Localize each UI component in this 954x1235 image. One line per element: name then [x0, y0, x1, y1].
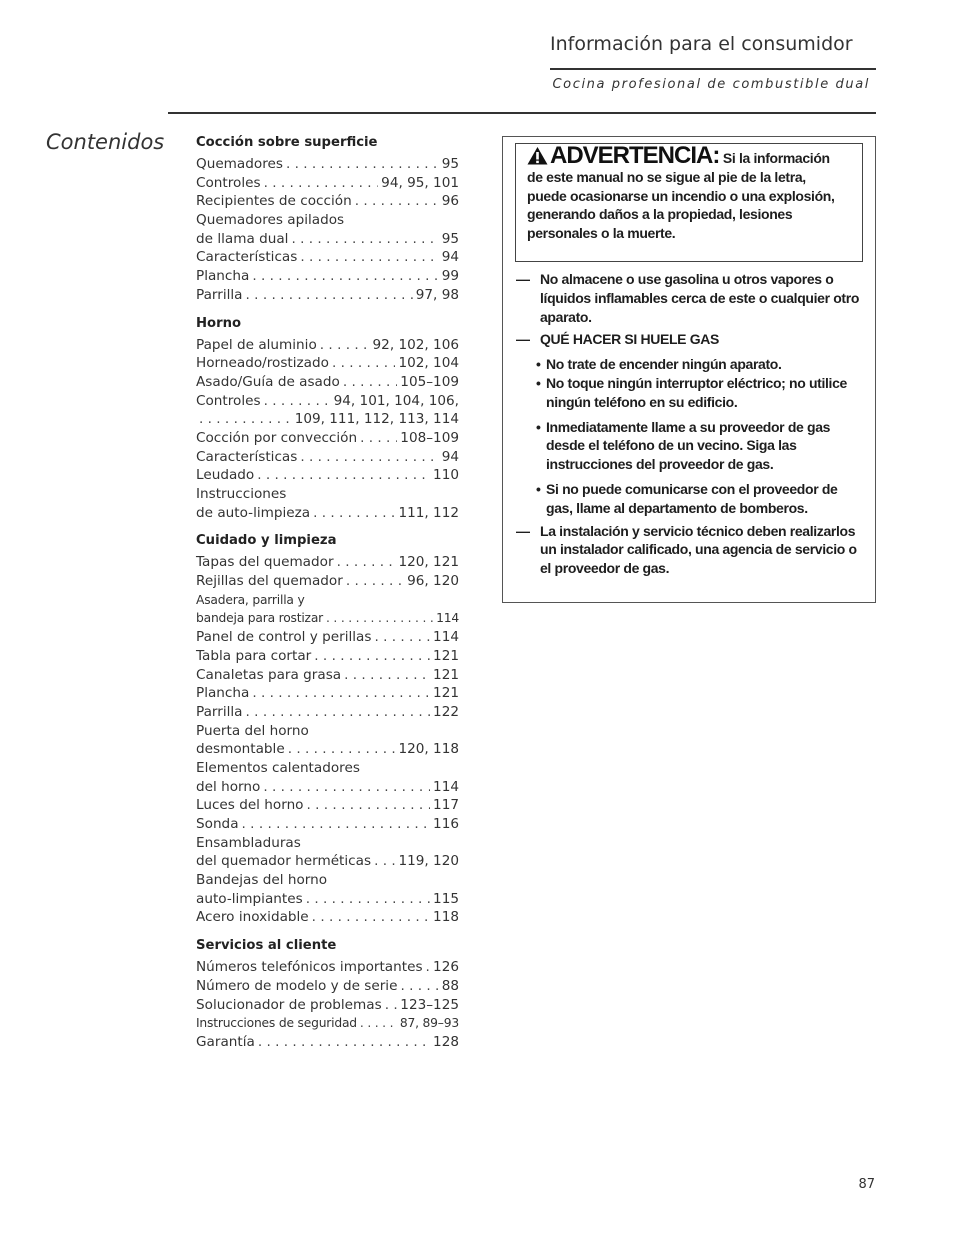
toc-entry-pages: 123–125	[400, 996, 459, 1013]
toc-entry-pages: 121	[433, 666, 459, 683]
toc-entry	[196, 647, 459, 666]
toc-leader-dots	[286, 155, 439, 174]
table-of-contents	[196, 134, 459, 1062]
toc-leader-dots	[307, 796, 431, 815]
toc-entry-label: Solucionador de problemas	[196, 996, 382, 1013]
toc-entry	[196, 336, 459, 355]
toc-entry-label: Tabla para cortar	[196, 647, 312, 664]
toc-section	[196, 315, 459, 523]
toc-entry	[196, 485, 459, 504]
toc-leader-dots	[306, 890, 430, 909]
toc-entry	[196, 890, 459, 909]
warning-bullet	[516, 480, 866, 518]
toc-leader-dots	[360, 1014, 397, 1033]
toc-leader-dots	[313, 504, 395, 523]
toc-entry-pages: 88	[441, 977, 459, 994]
toc-entry-label: Plancha	[196, 268, 250, 285]
toc-entry-pages: 119, 120	[398, 853, 459, 870]
toc-leader-dots	[385, 996, 398, 1015]
toc-entry-pages: 97, 98	[415, 286, 459, 303]
toc-entry-pages: 126	[433, 959, 459, 976]
toc-entry-label: Horneado/rostizado	[196, 355, 329, 372]
toc-entry	[196, 392, 459, 411]
warning-item-text: La instalación y servicio técnico deben realizarlos un instalador calificado, una agencia de servicio o el proveedor de gas.	[540, 522, 857, 577]
toc-entry-pages: 114	[433, 778, 459, 795]
toc-entry-label: Rejillas del quemador	[196, 573, 343, 590]
toc-entry-pages: 114	[436, 611, 459, 626]
toc-entry	[196, 871, 459, 890]
toc-entry	[196, 1014, 459, 1033]
toc-leader-dots	[320, 336, 370, 355]
toc-entry-label: Características	[196, 249, 298, 266]
toc-entry-label: Controles	[196, 392, 261, 409]
warning-bullet-text: Inmediatamente llame a su proveedor de gas desde el teléfono de un vecino. Siga las instrucciones del proveedor de gas.	[546, 418, 831, 473]
toc-entry-pages: 114	[433, 629, 459, 646]
toc-leader-dots	[252, 684, 430, 703]
toc-entry-label: Leudado	[196, 467, 255, 484]
warning-items	[516, 270, 866, 578]
bullet-mark: •	[536, 356, 541, 373]
header-divider	[550, 68, 876, 70]
toc-entry-label: Controles	[196, 174, 261, 191]
toc-leader-dots	[314, 647, 430, 666]
warning-item-text: QUÉ HACER SI HUELE GAS	[540, 331, 719, 348]
toc-entry	[196, 448, 459, 467]
bullet-mark: •	[536, 418, 541, 435]
toc-entry	[196, 796, 459, 815]
header-rule	[168, 112, 876, 114]
toc-entry-label: Canaletas para grasa	[196, 666, 342, 683]
toc-entry-label: bandeja para rostizar	[196, 611, 324, 626]
toc-entry-label: Panel de control y perillas	[196, 629, 372, 646]
toc-entry	[196, 740, 459, 759]
toc-entry	[196, 977, 459, 996]
toc-entry-label: Números telefónicos importantes	[196, 959, 423, 976]
toc-entry-label: del quemador herméticas	[196, 853, 372, 870]
toc-entry-label: auto-limpiantes	[196, 890, 303, 907]
toc-entry-label: Ensambladuras	[196, 834, 301, 851]
toc-entry-pages: 121	[433, 685, 459, 702]
toc-entry-pages: 116	[433, 816, 459, 832]
header-title: Información para el consumidor	[550, 33, 853, 55]
warning-item-text: No almacene o use gasolina u otros vapores o líquidos inflamables cerca de este o cualquier otro aparato.	[540, 271, 860, 325]
toc-leader-dots	[291, 230, 438, 249]
toc-entry-label: Instrucciones	[196, 486, 287, 502]
toc-leader-dots	[337, 553, 396, 572]
warning-item	[516, 270, 866, 326]
toc-entry	[196, 778, 459, 797]
toc-leader-dots	[374, 852, 395, 871]
toc-entry-label: Asadera, parrilla y	[196, 592, 305, 607]
toc-entry-label: Número de modelo y de serie	[196, 977, 398, 994]
toc-entry-label: Cocción por convección	[196, 429, 358, 446]
toc-entry-label: Acero inoxidable	[196, 909, 309, 926]
toc-entry-pages: 99	[441, 268, 459, 285]
toc-leader-dots	[426, 958, 431, 977]
toc-leader-dots	[246, 286, 413, 305]
toc-entry-label: Parrilla	[196, 286, 243, 303]
toc-leader-dots	[257, 466, 430, 485]
warning-triangle-icon	[527, 146, 548, 165]
toc-entry	[196, 703, 459, 722]
warning-intro-text: Si la información de este manual no se sigue al pie de la letra, puede ocasionarse un incendio o una explosión, generando daños a la propiedad, lesiones personales o la muerte.	[527, 150, 835, 242]
toc-entry-pages: 94	[441, 249, 459, 266]
toc-entry-pages: 96, 120	[407, 573, 459, 590]
toc-leader-dots	[344, 666, 430, 685]
toc-entry-label: Papel de aluminio	[196, 336, 317, 353]
toc-leader-dots	[360, 429, 397, 448]
toc-entry-label: Quemadores	[196, 156, 283, 172]
bullet-mark: •	[536, 480, 541, 497]
toc-entry	[196, 908, 459, 927]
warning-bullet	[516, 418, 866, 474]
warning-bullet-text: No trate de encender ningún aparato.	[546, 356, 782, 373]
toc-entry-label: del horno	[196, 778, 261, 795]
toc-section	[196, 937, 459, 1051]
toc-entry-label: Instrucciones de seguridad	[196, 1016, 357, 1031]
toc-entry	[196, 958, 459, 977]
toc-entry-label: desmontable	[196, 741, 285, 758]
toc-entry-label: Asado/Guía de asado	[196, 373, 340, 390]
toc-entry-label: Características	[196, 448, 298, 465]
toc-entry-pages: 111, 112	[398, 504, 459, 521]
warning-bullet-text: No toque ningún interruptor eléctrico; no utilice ningún teléfono en su edificio.	[546, 374, 847, 410]
toc-entry-pages: 117	[433, 797, 459, 814]
toc-leader-dots	[343, 373, 397, 392]
toc-entry-pages: 105–109	[400, 373, 459, 390]
toc-leader-dots	[242, 815, 431, 834]
toc-entry-pages: 109, 111, 112, 113, 114	[294, 411, 459, 428]
toc-entry-label: Puerta del horno	[196, 722, 309, 739]
toc-entry-label: Sonda	[196, 816, 239, 832]
warning-item	[516, 330, 866, 349]
warning-bullet	[516, 355, 866, 374]
toc-entry	[196, 429, 459, 448]
toc-entry	[196, 815, 459, 834]
toc-entry	[196, 354, 459, 373]
toc-leader-dots	[332, 354, 396, 373]
toc-entry	[196, 504, 459, 523]
warning-item	[516, 522, 866, 578]
toc-entry	[196, 155, 459, 174]
toc-entry-pages: 87, 89–93	[399, 1016, 459, 1031]
toc-entry-label: Parrilla	[196, 703, 243, 720]
toc-entry-label: Bandejas del horno	[196, 872, 328, 889]
toc-entry-label: Garantía	[196, 1033, 255, 1050]
toc-entry-pages: 122	[433, 703, 459, 720]
toc-entry	[196, 373, 459, 392]
toc-entry-pages: 108–109	[400, 429, 459, 446]
toc-leader-dots	[264, 392, 331, 411]
toc-entry	[196, 248, 459, 267]
toc-entry	[196, 286, 459, 305]
toc-entry-label: de llama dual	[196, 230, 289, 247]
toc-entry	[196, 192, 459, 211]
toc-entry-pages: 94, 95, 101	[381, 174, 459, 191]
toc-entry-pages: 96	[441, 193, 459, 210]
toc-entry	[196, 628, 459, 647]
toc-leader-dots	[300, 448, 438, 467]
toc-entry-pages: 94	[441, 448, 459, 465]
toc-entry-label: Luces del horno	[196, 797, 304, 814]
toc-leader-dots	[326, 609, 433, 628]
toc-entry	[196, 267, 459, 286]
toc-entry-pages: 110	[433, 467, 459, 484]
toc-entry	[196, 759, 459, 778]
toc-section	[196, 134, 459, 305]
toc-entry	[196, 852, 459, 871]
toc-entry-label: Plancha	[196, 685, 250, 702]
page-number: 87	[858, 1177, 875, 1192]
toc-section-title: Cocción sobre superficie	[196, 135, 378, 150]
toc-entry-label: de auto-limpieza	[196, 504, 311, 521]
toc-entry-pages: 120, 118	[398, 741, 459, 758]
toc-entry-pages: 102, 104	[398, 355, 459, 372]
bullet-mark: •	[536, 374, 541, 391]
toc-leader-dots	[263, 778, 430, 797]
toc-leader-dots	[288, 740, 396, 759]
toc-entry-pages: 95	[441, 230, 459, 247]
toc-leader-dots	[400, 977, 438, 996]
toc-leader-dots	[346, 572, 404, 591]
toc-entry	[196, 1033, 459, 1052]
warning-bullet-text: Si no puede comunicarse con el proveedor de gas, llame al departamento de bomberos.	[546, 480, 838, 516]
warning-intro	[527, 142, 847, 243]
toc-entry-pages: 94, 101, 104, 106,	[333, 392, 459, 409]
toc-entry-label: Recipientes de cocción	[196, 193, 352, 210]
toc-entry	[196, 684, 459, 703]
header-subtitle: Cocina profesional de combustible dual	[552, 77, 870, 92]
toc-leader-dots	[374, 628, 430, 647]
toc-leader-dots	[300, 248, 438, 267]
toc-entry-label: Elementos calentadores	[196, 759, 360, 776]
toc-entry	[196, 609, 459, 628]
toc-entry	[196, 211, 459, 230]
contents-heading: Contenidos	[46, 130, 165, 154]
toc-leader-dots	[312, 908, 430, 927]
toc-leader-dots	[355, 192, 439, 211]
toc-entry-pages: 115	[433, 890, 459, 907]
toc-leader-dots	[258, 1033, 430, 1052]
toc-entry-pages: 118	[433, 909, 459, 926]
dash-mark: —	[516, 331, 530, 348]
toc-entry	[196, 466, 459, 485]
toc-entry	[196, 410, 459, 429]
toc-entry-pages: 120, 121	[398, 554, 459, 571]
toc-entry	[196, 553, 459, 572]
toc-entry	[196, 834, 459, 853]
toc-entry	[196, 591, 459, 610]
toc-entry-label: Quemadores apilados	[196, 212, 345, 229]
toc-entry	[196, 174, 459, 193]
toc-leader-dots	[246, 703, 431, 722]
toc-entry-pages: 95	[441, 156, 459, 172]
toc-entry	[196, 230, 459, 249]
dash-mark: —	[516, 522, 530, 539]
toc-leader-dots	[252, 267, 438, 286]
warning-bullet	[516, 374, 866, 412]
toc-entry	[196, 666, 459, 685]
toc-entry-pages: 121	[433, 647, 459, 664]
toc-entry	[196, 722, 459, 741]
toc-section-title: Cuidado y limpieza	[196, 533, 337, 549]
toc-leader-dots	[199, 410, 292, 429]
toc-entry	[196, 572, 459, 591]
toc-entry-pages: 128	[433, 1033, 459, 1050]
warning-word: ADVERTENCIA:	[550, 142, 720, 169]
toc-entry-pages: 92, 102, 106	[372, 336, 459, 353]
toc-leader-dots	[264, 174, 379, 193]
toc-entry	[196, 996, 459, 1015]
dash-mark: —	[516, 271, 530, 287]
toc-entry-label: Tapas del quemador	[196, 554, 334, 571]
toc-section-title: Horno	[196, 315, 242, 331]
toc-section-title: Servicios al cliente	[196, 938, 337, 954]
toc-section	[196, 532, 459, 927]
